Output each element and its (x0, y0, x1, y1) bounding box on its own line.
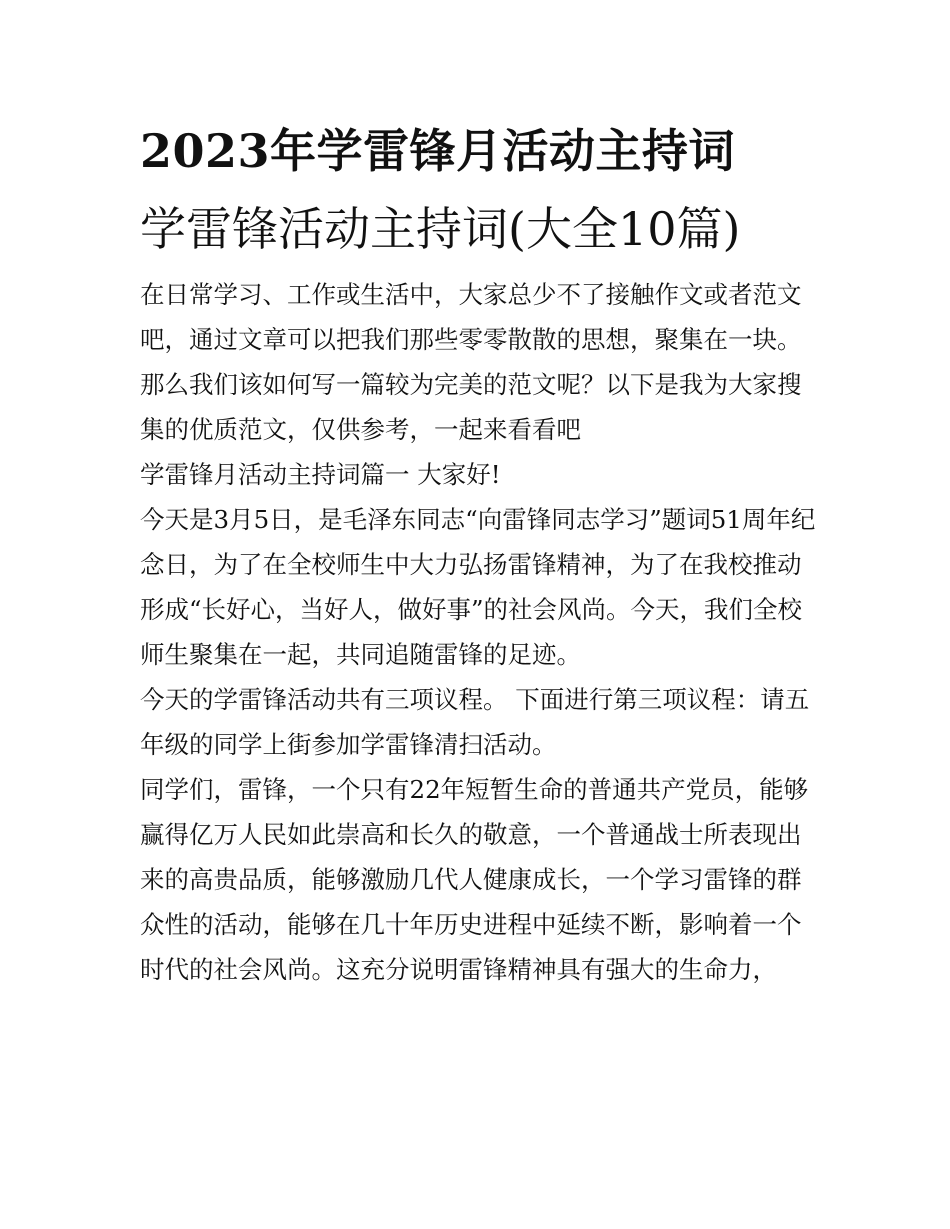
paragraph-anniversary: 今天是3月5日，是毛泽东同志“向雷锋同志学习”题词51周年纪念日，为了在全校师生中大力弘扬雷锋精神，为了在我校推动形成“长好心，当好人，做好事”的社会风尚。今天，我们全校师生聚集在一起，共同追随雷锋的足迹。 (140, 505, 816, 669)
paragraph-agenda: 今天的学雷锋活动共有三项议程。 下面进行第三项议程：请五年级的同学上街参加学雷锋清扫活动。 (140, 685, 810, 759)
document-subtitle: 学雷锋活动主持词(大全10篇) (140, 202, 741, 256)
paragraph-intro: 在日常学习、工作或生活中，大家总少不了接触作文或者范文吧，通过文章可以把我们那些零零散散的思想，聚集在一块。那么我们该如何写一篇较为完美的范文呢？以下是我为大家搜集的优质范文，仅供参考，一起来看看吧 (140, 280, 802, 444)
paragraph-greeting: 学雷锋月活动主持词篇一 大家好! (140, 460, 501, 489)
document-title: 2023年学雷锋月活动主持词 (140, 124, 736, 178)
document-page (140, 112, 820, 992)
paragraph-spirit: 同学们，雷锋，一个只有22年短暂生命的普通共产党员，能够赢得亿万人民如此崇高和长久的敬意，一个普通战士所表现出来的高贵品质，能够激励几代人健康成长，一个学习雷锋的群众性的活动，能够在几十年历史进程中延续不断，影响着一个时代的社会风尚。这充分说明雷锋精神具有强大的生命力， (140, 775, 809, 984)
